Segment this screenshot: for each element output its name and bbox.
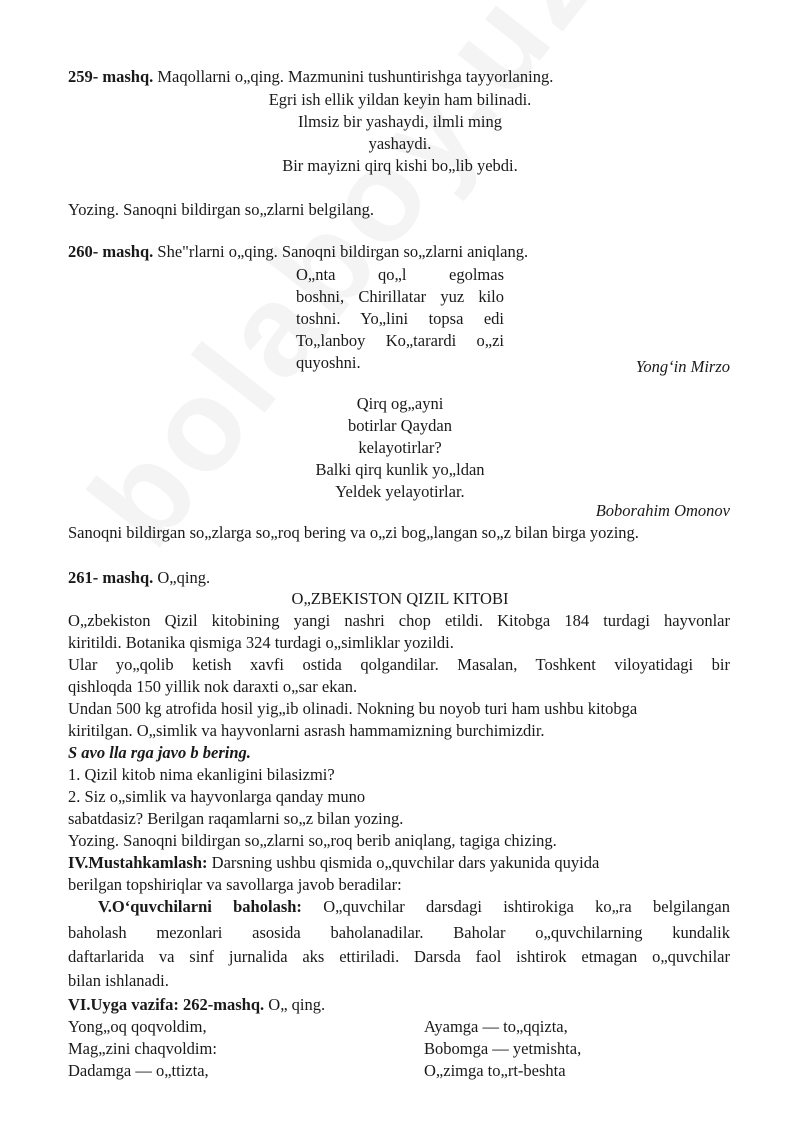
section-4-text: berilgan topshiriqlar va savollarga javob beradilar:	[68, 875, 402, 894]
questions-heading: S avo lla rga javo b bering.	[68, 743, 251, 762]
text-line: Undan 500 kg atrofida hosil yig„ib olinadi. Nokning bu noyob turi ham ushbu kitobga	[68, 699, 638, 718]
exercise-259-title: 259- mashq.	[68, 67, 154, 86]
text-line: Ular yo„qolib ketish xavfi ostida qolgandilar. Masalan, Toshkent viloyatidagi bir	[68, 655, 730, 674]
section-5-text: daftarlarida va sinf jurnalida aks ettiriladi. Darsda faol ishtirok etmagan o„quvchilar	[68, 947, 730, 966]
exercise-261-header	[68, 567, 210, 589]
poem-author: Boborahim Omonov	[595, 501, 730, 520]
section-6-line	[68, 994, 325, 1016]
homework-poem-line: Dadamga — o„ttizta,	[68, 1061, 209, 1080]
text-line: qishloqda 150 yillik nok daraxti o„sar ekan.	[68, 677, 358, 696]
homework-poem-line: Bobomga — yetmishta,	[424, 1039, 582, 1058]
poem-line: Yeldek yelayotirlar.	[335, 482, 465, 501]
section-5-text: O„quvchilar darsdagi ishtirokiga ko„ra belgilangan	[301, 897, 730, 916]
poem-line: toshni. Yo„lini topsa edi	[296, 309, 504, 328]
poem-line: kelayotirlar?	[358, 438, 442, 457]
exercise-260-header	[68, 241, 528, 263]
section-5-label: V.O‘quvchilarni baholash:	[98, 897, 302, 916]
proverb-line: Egri ish ellik yildan keyin ham bilinadi.	[268, 90, 532, 109]
exercise-259-intro: Maqollarni o„qing. Mazmunini tushuntirishga tayyorlaning.	[153, 67, 554, 86]
section-4-label: IV.Mustahkamlash:	[68, 853, 208, 872]
exercise-260-intro: She"rlarni o„qing. Sanoqni bildirgan so„zlarni aniqlang.	[153, 242, 529, 261]
poem-line: O„nta qo„l egolmas	[296, 265, 504, 284]
question-item: 1. Qizil kitob nima ekanligini bilasizmi?	[68, 765, 335, 784]
proverb-line: Bir mayizni qirq kishi bo„lib yebdi.	[282, 156, 518, 175]
section-4-text: Darsning ushbu qismida o„quvchilar dars yakunida quyida	[207, 853, 600, 872]
poem-line: botirlar Qaydan	[347, 416, 452, 435]
section-6-text: O„ qing.	[264, 995, 326, 1014]
text-line: kiritildi. Botanika qismiga 324 turdagi o„simliklar yozildi.	[68, 633, 454, 652]
text-line: O„zbekiston Qizil kitobining yangi nashri chop etildi. Kitobga 184 turdagi hayvonlar	[68, 611, 730, 630]
exercise-259-header	[68, 66, 553, 88]
poem-author: Yong‘in Mirzo	[635, 357, 730, 376]
section-6-label: VI.Uyga vazifa: 262-mashq.	[68, 995, 265, 1014]
section-5-line	[98, 896, 730, 918]
exercise-260-title: 260- mashq.	[68, 242, 154, 261]
poem-line: quyoshni.	[296, 353, 361, 372]
proverb-line: yashaydi.	[368, 134, 432, 153]
poem-line: To„lanboy Ko„tarardi o„zi	[296, 331, 504, 350]
homework-poem-line: O„zimga to„rt-beshta	[424, 1061, 566, 1080]
poem-line: boshni, Chirillatar yuz kilo	[296, 287, 504, 306]
exercise-261-task: Yozing. Sanoqni bildirgan so„zlarni so„roq berib aniqlang, tagiga chizing.	[68, 831, 557, 850]
homework-poem-line: Ayamga — to„qqizta,	[424, 1017, 568, 1036]
question-item: 2. Siz o„simlik va hayvonlarga qanday muno	[68, 787, 366, 806]
section-5-text: bilan ishlanadi.	[68, 971, 169, 990]
section-5-text: baholash mezonlari asosida baholanadilar. Baholar o„quvchilarning kundalik	[68, 923, 730, 942]
question-item: sabatdasiz? Berilgan raqamlarni so„z bilan yozing.	[68, 809, 404, 828]
text-heading: O„ZBEKISTON QIZIL KITOBI	[291, 589, 509, 608]
section-4-line	[68, 852, 599, 874]
exercise-261-intro: O„qing.	[153, 568, 211, 587]
exercise-260-task: Sanoqni bildirgan so„zlarga so„roq bering va o„zi bog„langan so„z bilan birga yozing.	[68, 523, 639, 542]
exercise-261-title: 261- mashq.	[68, 568, 154, 587]
homework-poem-line: Mag„zini chaqvoldim:	[68, 1039, 217, 1058]
homework-poem-line: Yong„oq qoqvoldim,	[68, 1017, 207, 1036]
poem-line: Balki qirq kunlik yo„ldan	[315, 460, 485, 479]
proverb-line: Ilmsiz bir yashaydi, ilmli ming	[298, 112, 502, 131]
exercise-259-task: Yozing. Sanoqni bildirgan so„zlarni belgilang.	[68, 200, 374, 219]
poem-line: Qirq og„ayni	[356, 394, 444, 413]
text-line: kiritilgan. O„simlik va hayvonlarni asrash hammamizning burchimizdir.	[68, 721, 545, 740]
